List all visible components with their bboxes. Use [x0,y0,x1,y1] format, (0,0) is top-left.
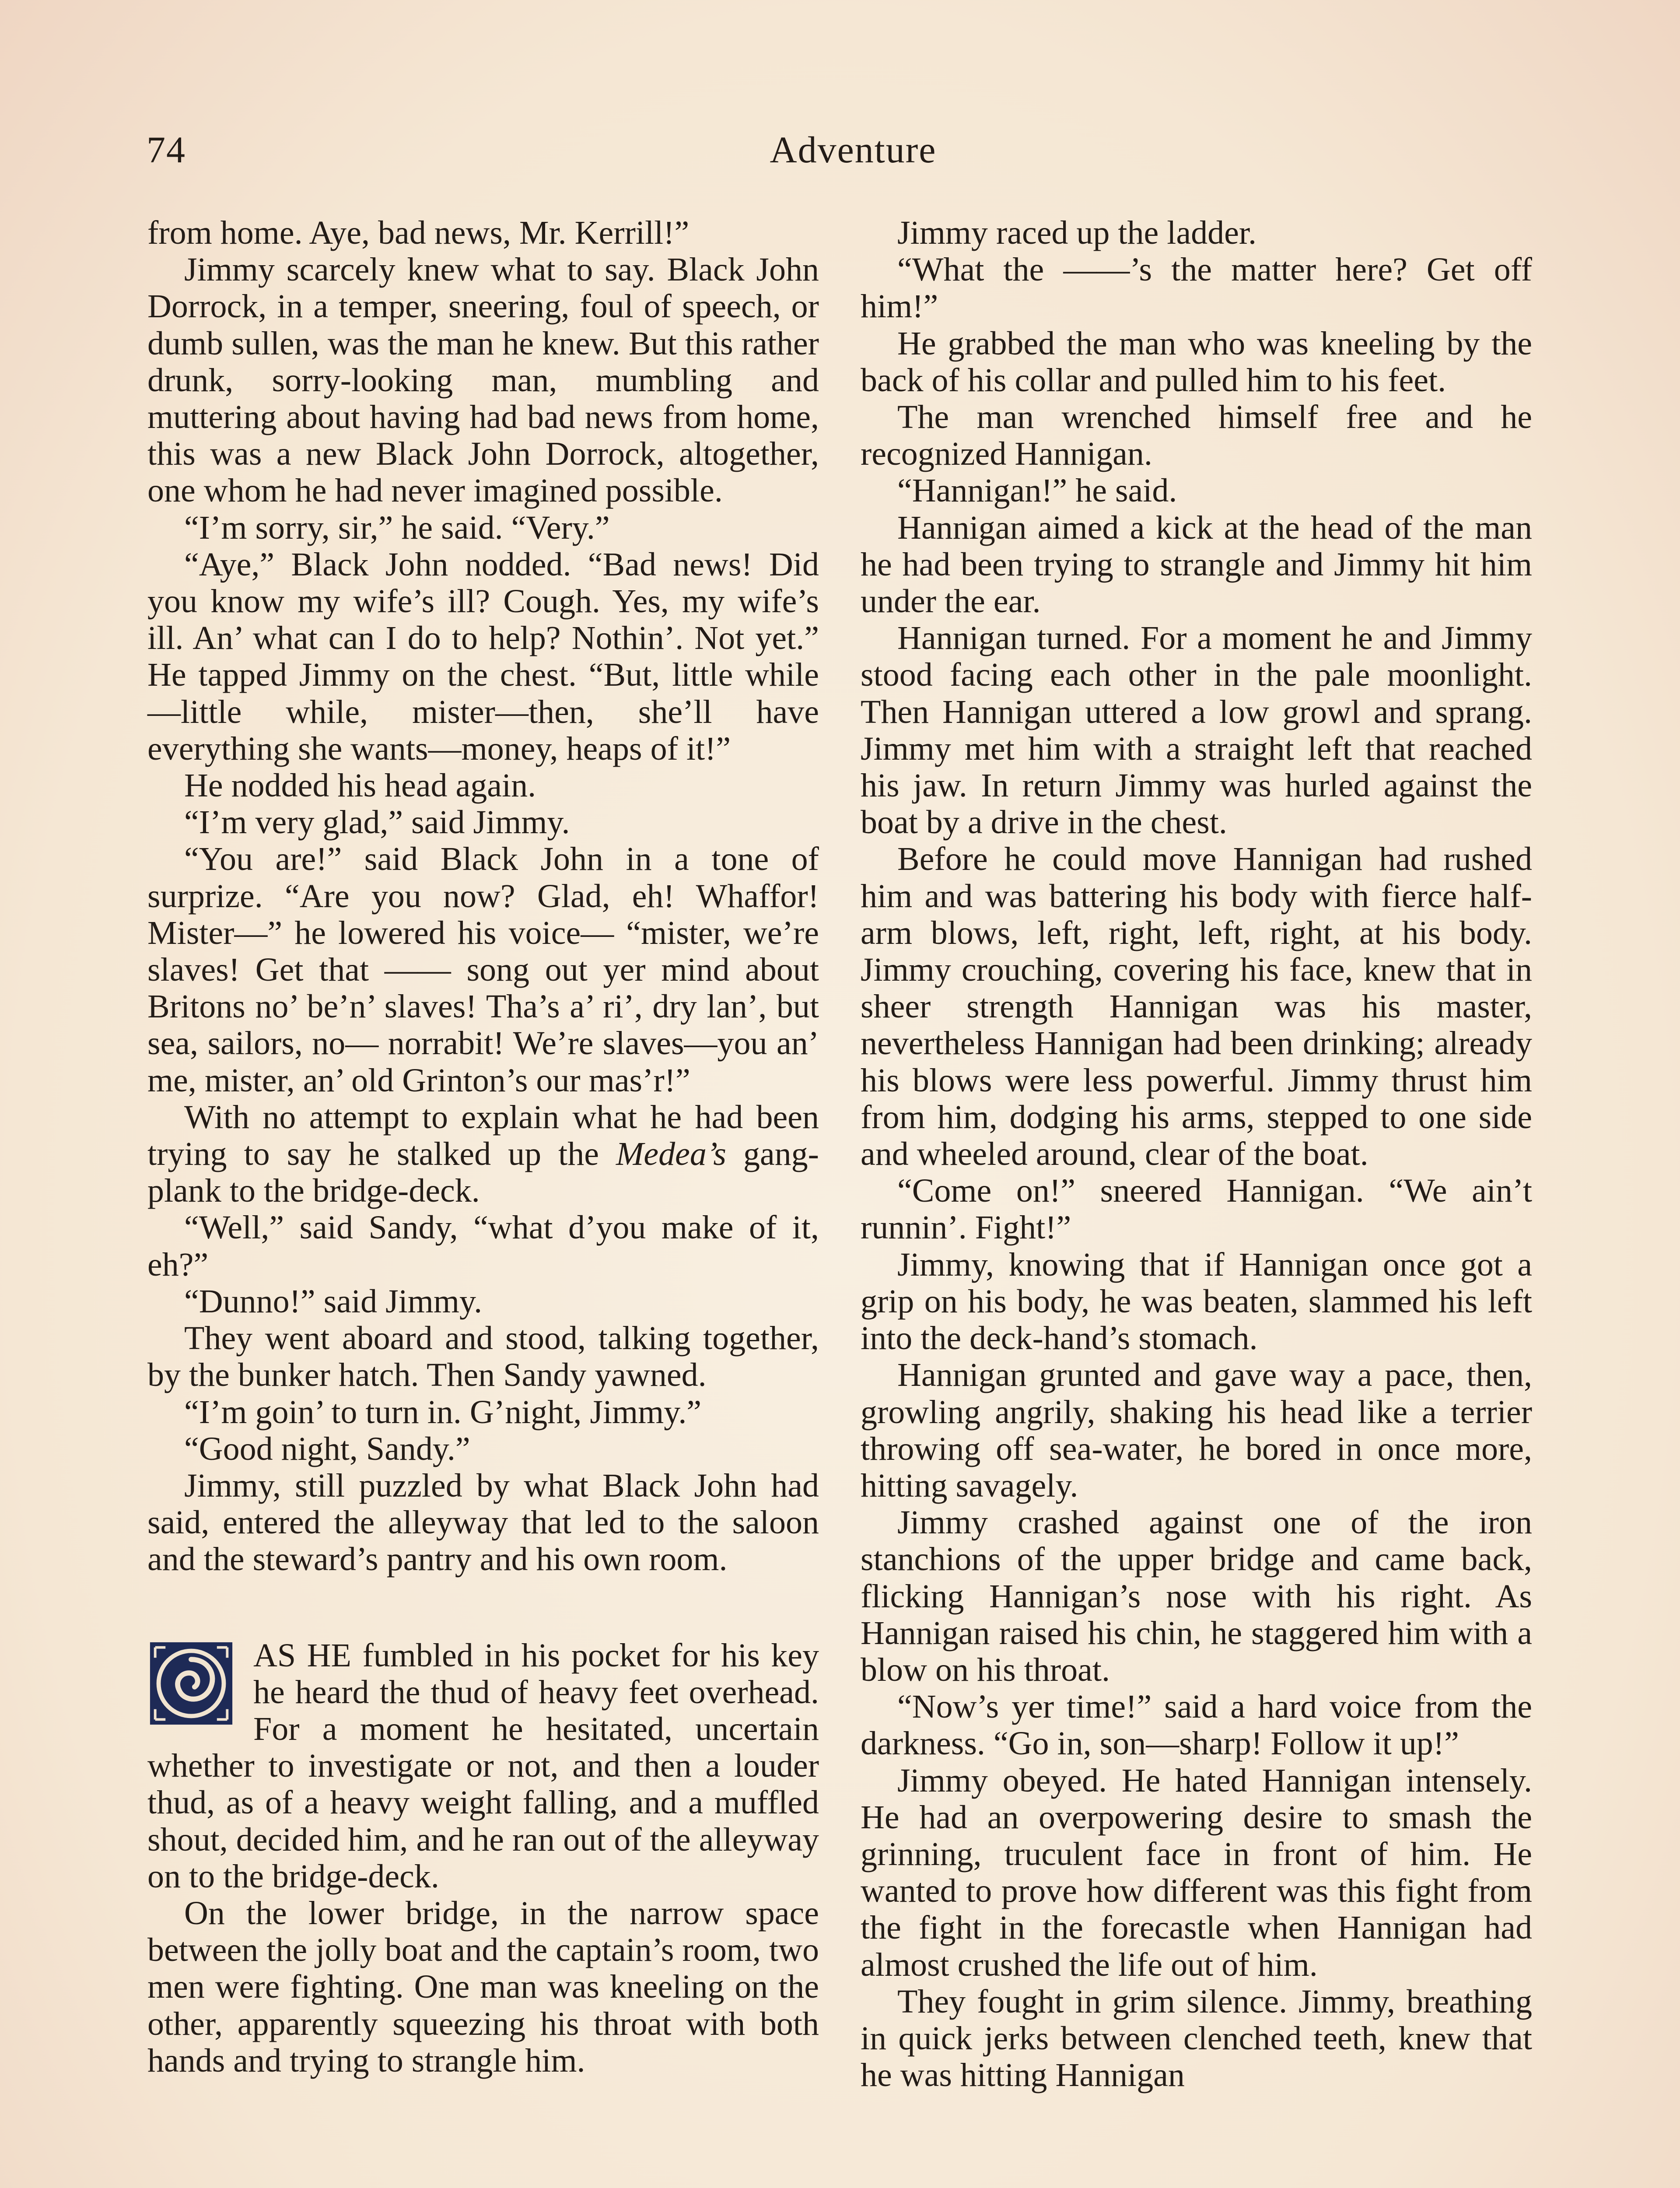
paragraph: “Come on!” sneered Hannigan. “We ain’t runnin’. Fight!” [861,1172,1532,1246]
paragraph: Hannigan grunted and gave way a pace, then, growling angrily, shaking his head like a terrier throwing off sea-water, he bored in once more, hitting savagely. [861,1357,1532,1504]
paragraph: The man wrenched himself free and he recognized Hannigan. [861,399,1532,473]
section-break [147,1578,819,1637]
paragraph: “Now’s yer time!” said a hard voice from the darkness. “Go in, son—sharp! Follow it up!” [861,1688,1532,1762]
ship-name: Medea’s [616,1136,726,1173]
paragraph: With no attempt to explain what he had been trying to say he stalked up the Medea’s gang-plank to the bridge-deck. [147,1098,819,1210]
paragraph: “Hannigan!” he said. [897,472,1177,509]
paragraph: “Well,” said Sandy, “what d’you make of it, eh?” [147,1209,819,1283]
right-column [861,214,1532,2093]
paragraph: Before he could move Hannigan had rushed him and was battering his body with fierce half-arm blows, left, right, left, right, at his body. Jimmy crouching, covering his face, knew that in sheer strength Hannigan was his master, nevertheless Hannigan had been drinking; already his blows were less powerful. Jimmy thrust him from him, dodging his arms, stepped to one side and wheeled around, clear of the boat. [861,841,1532,1173]
paragraph: “Aye,” Black John nodded. “Bad news! Did you know my wife’s ill? Cough. Yes, my wife’s ill. An’ what can I do to help? Nothin’. Not yet.” He tapped Jimmy on the chest. “But, little while—little while, mister—then, she’ll have everything she wants—money, heaps of it!” [147,546,819,767]
paragraph: Hannigan aimed a kick at the head of the man he had been trying to strangle and Jimmy hit him under the ear. [861,509,1532,620]
paragraph: Jimmy scarcely knew what to say. Black John Dorrock, in a temper, sneering, foul of speech, or dumb sullen, was the man he knew. But this rather drunk, sorry-looking man, mumbling and muttering about having had bad news from home, this was a new Black John Dorrock, altogether, one whom he had never imagined possible. [147,251,819,509]
left-column [147,214,819,2079]
paragraph: from home. Aye, bad news, Mr. Kerrill!” [147,214,690,251]
paragraph: He grabbed the man who was kneeling by the back of his collar and pulled him to his feet. [861,325,1532,399]
section-text [147,1637,819,2079]
paragraph: They fought in grim silence. Jimmy, breathing in quick jerks between clenched teeth, knew that he was hitting Hannigan [861,1983,1532,2094]
paragraph: Jimmy crashed against one of the iron stanchions of the upper bridge and came back, flicking Hannigan’s nose with his right. As Hannigan raised his chin, he staggered him with a blow on his throat. [861,1504,1532,1688]
paragraph: “Dunno!” said Jimmy. [184,1283,483,1320]
page-header [0,128,1680,185]
paragraph: “I’m very glad,” said Jimmy. [184,804,570,841]
paragraph: Jimmy obeyed. He hated Hannigan intensely. He had an overpowering desire to smash the grinning, truculent face in front of him. He wanted to prove how different was this fight from the fight in the forecastle when Hannigan had almost crushed the life out of him. [861,1762,1532,1983]
paragraph: Jimmy raced up the ladder. [897,214,1256,251]
section-opening-paragraph [147,1637,819,1895]
paragraph: Jimmy, knowing that if Hannigan once got a grip on his body, he was beaten, slammed his left into the deck-hand’s stomach. [861,1246,1532,1357]
paragraph: Hannigan turned. For a moment he and Jimmy stood facing each other in the pale moonlight. Then Hannigan uttered a low growl and sprang. Jimmy met him with a straight left that reached his jaw. In return Jimmy was hurled against the boat by a drive in the chest. [861,620,1532,841]
swirl-ornament-icon [147,1641,235,1726]
page-number: 74 [147,129,186,171]
left-column-text [147,214,819,1578]
paragraph: Jimmy, still puzzled by what Black John had said, entered the alleyway that led to the saloon and the steward’s pantry and his own room. [147,1467,819,1578]
paragraph: He nodded his head again. [184,767,536,804]
paragraph: “I’m sorry, sir,” he said. “Very.” [184,509,610,546]
paragraph: “Good night, Sandy.” [184,1430,470,1467]
paragraph: They went aboard and stood, talking together, by the bunker hatch. Then Sandy yawned. [147,1320,819,1394]
section-opening-text: AS HE fumbled in his pocket for his key he heard the thud of heavy feet overhead. For a moment he hesitated, uncertain whether to investigate or not, and then a louder thud, as of a heavy weight falling, and a muffled shout, decided him, and he ran out of the alleyway on to the bridge-deck. [147,1637,819,1895]
paragraph: “I’m goin’ to turn in. G’night, Jimmy.” [184,1393,702,1431]
paragraph: “What the ——’s the matter here? Get off him!” [861,251,1532,325]
paragraph: “You are!” said Black John in a tone of surprize. “Are you now? Glad, eh! Whaffor! Mister—” he lowered his voice— “mister, we’re slaves! Get that —— song out yer mind about Britons no’ be’n’ slaves! Tha’s a’ ri’, dry lan’, but sea, sailors, no— norrabit! We’re slaves—you an’ me, mister, an’ old Grinton’s our mas’r!” [147,841,819,1099]
paragraph: On the lower bridge, in the narrow space between the jolly boat and the captain’s room, two men were fighting. One man was kneeling on the other, apparently squeezing his throat with both hands and trying to strangle him. [147,1894,819,2079]
running-head-title: Adventure [770,129,937,171]
